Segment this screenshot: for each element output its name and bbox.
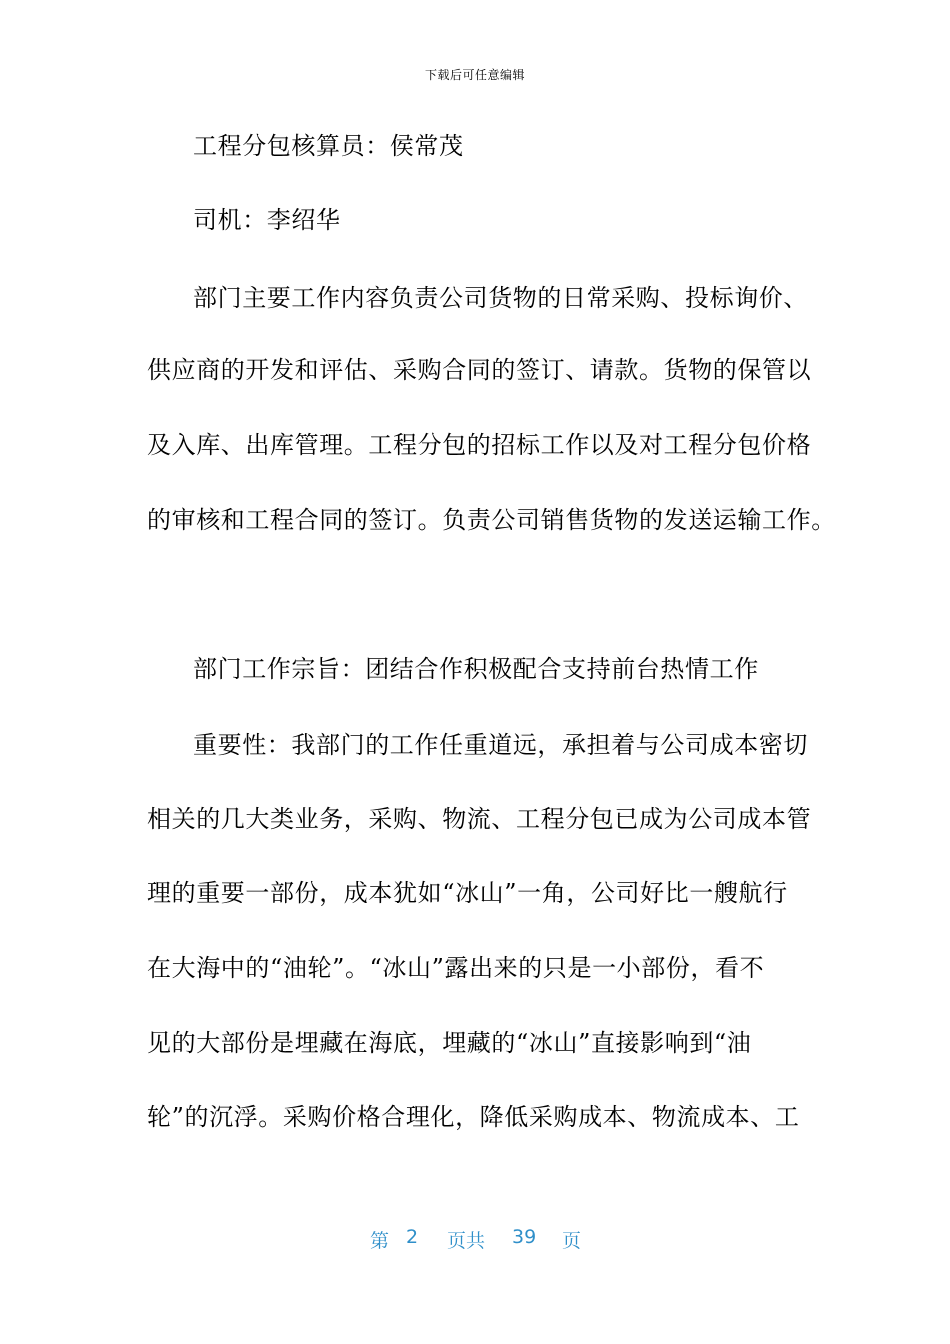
text-line: 轮”的沉浮。采购价格合理化，降低采购成本、物流成本、工 — [147, 1103, 800, 1131]
page-of-label: 页共 — [447, 1230, 486, 1252]
text-line: 相关的几大类业务，采购、物流、工程分包已成为公司成本管 — [147, 805, 812, 833]
text-line: 司机：李绍华 — [193, 206, 341, 234]
text-line: 及入库、出库管理。工程分包的招标工作以及对工程分包价格 — [147, 431, 812, 459]
text-line: 重要性：我部门的工作任重道远，承担着与公司成本密切 — [193, 731, 808, 759]
page-number: 2 — [406, 1226, 419, 1248]
text-line: 工程分包核算员：侯常茂 — [193, 132, 464, 160]
text-line: 的审核和工程合同的签订。负责公司销售货物的发送运输工作。 — [147, 506, 836, 534]
page-suffix: 页 — [562, 1230, 582, 1252]
text-line: 部门工作宗旨：团结合作积极配合支持前台热情工作 — [193, 655, 759, 683]
text-line: 在大海中的“油轮”。“冰山”露出来的只是一小部份，看不 — [147, 954, 765, 982]
page-label: 第 — [370, 1230, 390, 1252]
text-line: 见的大部份是埋藏在海底，埋藏的“冰山”直接影响到“油 — [147, 1029, 752, 1057]
text-line: 部门主要工作内容负责公司货物的日常采购、投标询价、 — [193, 284, 808, 312]
total-pages: 39 — [512, 1226, 537, 1248]
text-line: 理的重要一部份，成本犹如“冰山”一角，公司好比一艘航行 — [147, 879, 788, 907]
text-line: 供应商的开发和评估、采购合同的签订、请款。货物的保管以 — [147, 356, 812, 384]
page-header: 下载后可任意编辑 — [424, 68, 525, 82]
